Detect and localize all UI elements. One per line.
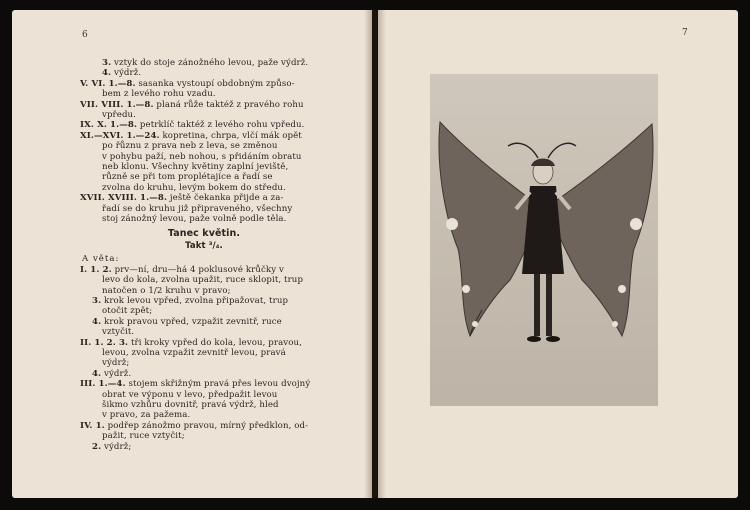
- butterfly-costume-photo: [430, 74, 658, 406]
- line-text: podřep zánožmo pravou, mírný předklon, od-: [107, 420, 309, 431]
- text-line: [80, 193, 328, 203]
- text-line: [80, 338, 328, 348]
- line-text: obrat ve výponu v levo, předpažit levou: [102, 389, 278, 400]
- line-text: tři kroky vpřed do kola, levou, pravou,: [130, 337, 302, 348]
- line-text: natočen o 1/2 kruhu v pravo;: [102, 285, 231, 296]
- text-line: [80, 431, 328, 441]
- line-text: výdrž.: [104, 368, 132, 379]
- line-text: levou, zvolna vzpažit zevnitř levou, pravá: [102, 347, 286, 358]
- text-line: [80, 442, 328, 452]
- line-label: II. 1. 2. 3.: [80, 337, 129, 348]
- line-label: XI.—XVI. 1.—24.: [80, 130, 160, 141]
- text-line: [80, 265, 328, 275]
- line-text: vztyčit.: [102, 327, 135, 338]
- text-line: [80, 110, 328, 120]
- text-line: [80, 100, 328, 110]
- line-text: šikmo vzhůru dovnitř, pravá výdrž, hled: [102, 400, 279, 410]
- text-line: [80, 421, 328, 431]
- line-text: kopretina, chrpa, vlčí mák opět: [162, 130, 302, 141]
- text-line: [80, 390, 328, 400]
- line-label: VII. VIII. 1.—8.: [80, 99, 154, 110]
- left-page-text: [80, 58, 328, 452]
- text-line: [80, 120, 328, 130]
- line-label: 2.: [92, 441, 102, 452]
- photo-illustration: [430, 74, 658, 406]
- line-text: neb klonu. Všechny květiny zaplní jeviště,: [102, 162, 289, 173]
- text-line: [80, 410, 328, 420]
- line-text: v pohybu paží, neb nohou, s přidáním obratu: [102, 151, 302, 162]
- text-line: [80, 400, 328, 410]
- book-gutter: [364, 10, 386, 498]
- text-line: [80, 275, 328, 285]
- line-text: otočit zpět;: [102, 306, 153, 317]
- line-text: zvolna do kruhu, levým bokem do středu.: [102, 182, 286, 193]
- text-line: [80, 369, 328, 379]
- line-text: stoj zánožný levou, paže volně podle těla.: [102, 214, 287, 225]
- line-label: 4.: [102, 68, 112, 79]
- line-text: planá růže taktéž z pravého rohu: [156, 99, 304, 110]
- text-line: [80, 348, 328, 358]
- line-label: IX. X. 1.—8.: [80, 120, 138, 131]
- text-line: [80, 317, 328, 327]
- text-line: [80, 358, 328, 368]
- line-text: vpředu.: [102, 110, 137, 121]
- text-line: [80, 131, 328, 141]
- line-text: pažit, ruce vztyčit;: [102, 431, 185, 442]
- line-text: sasanka vystoupí obdobným způso-: [138, 78, 295, 89]
- text-line: [80, 79, 328, 89]
- line-label: 4.: [92, 368, 102, 379]
- text-line: [80, 162, 328, 172]
- line-text: ještě čekanka přijde a za-: [169, 193, 284, 204]
- page-number-left: 6: [82, 30, 88, 40]
- line-text: různě se při tom proplétajíce a řadí se: [102, 172, 273, 183]
- line-text: vztyk do stoje zánožného levou, paže výdrž.: [114, 58, 309, 68]
- line-text: levo do kola, zvolna upažit, ruce sklopit, trup: [102, 275, 304, 286]
- line-label: 3.: [102, 58, 112, 68]
- section-heading: Tanec květin.: [167, 227, 241, 239]
- text-line: [80, 379, 328, 389]
- line-text: výdrž;: [104, 441, 132, 452]
- line-text: petrklíč taktéž z levého rohu vpředu.: [139, 120, 305, 131]
- line-text: po řůznu z prava neb z leva, se změnou: [102, 141, 278, 152]
- line-label: V. VI. 1.—8.: [80, 78, 136, 89]
- text-line: [80, 183, 328, 193]
- text-line: [80, 152, 328, 162]
- line-text: výdrž.: [114, 68, 142, 79]
- line-label: XVII. XVIII. 1.—8.: [80, 193, 168, 204]
- text-line: [80, 58, 328, 68]
- line-label: 3.: [92, 295, 102, 306]
- text-line: [80, 204, 328, 214]
- page-number-right: 7: [682, 28, 688, 38]
- line-text: prv—ní, dru—há 4 poklusové krůčky v: [114, 264, 284, 275]
- line-text: stojem skřižným pravá přes levou dvojný: [128, 379, 311, 390]
- text-line: [80, 214, 328, 224]
- line-text: v pravo, za pažema.: [102, 410, 191, 421]
- text-line: [80, 172, 328, 182]
- line-label: IV. 1.: [80, 420, 105, 431]
- line-label: 4.: [92, 316, 102, 327]
- section-label: A věta:: [82, 254, 120, 265]
- text-line: [80, 89, 328, 99]
- takt-label: Takt ³/₄.: [185, 240, 223, 251]
- text-line: [80, 68, 328, 78]
- text-line: [80, 141, 328, 151]
- line-text: řadí se do kruhu již připraveného, všechny: [102, 203, 293, 214]
- text-line: [80, 296, 328, 306]
- line-text: bem z levého rohu vzadu.: [102, 89, 216, 100]
- line-text: krok pravou vpřed, vzpažit zevnitř, ruce: [104, 316, 282, 327]
- line-text: výdrž;: [102, 358, 130, 369]
- line-text: krok levou vpřed, zvolna připažovat, trup: [104, 295, 289, 306]
- text-line: [80, 306, 328, 316]
- text-line: [80, 286, 328, 296]
- line-label: I. 1. 2.: [80, 264, 112, 275]
- line-label: III. 1.—4.: [80, 379, 126, 390]
- text-line: [80, 327, 328, 337]
